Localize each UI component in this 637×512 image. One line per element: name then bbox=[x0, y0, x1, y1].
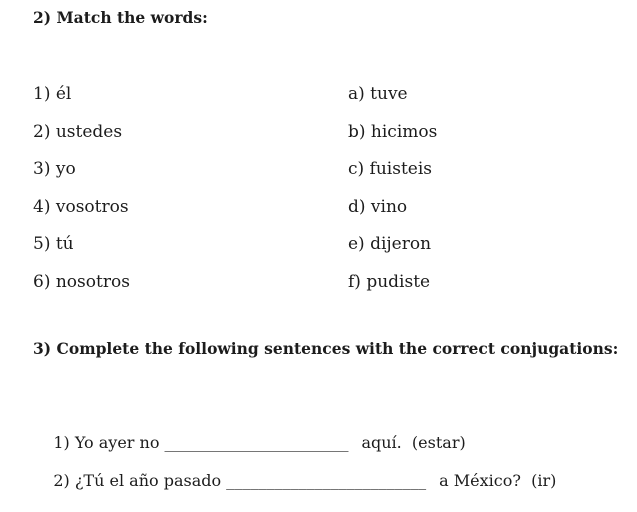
match-item-pronoun: 5) tú bbox=[33, 234, 74, 255]
match-item-verb: f) pudiste bbox=[348, 271, 431, 292]
match-item-pronoun: 1) él bbox=[33, 84, 72, 104]
match-item-verb: d) vino bbox=[348, 196, 408, 217]
fill-section-heading: 3) Complete the following sentences with the correct conjugations: bbox=[33, 339, 619, 358]
match-item-verb: c) fuisteis bbox=[348, 159, 433, 180]
match-section-heading: 2) Match the words: bbox=[33, 8, 208, 27]
sentence-suffix: a México? (ir) bbox=[439, 471, 557, 490]
sentence-prefix: 2) ¿Tú el año pasado bbox=[53, 471, 222, 490]
match-item-pronoun: 4) vosotros bbox=[33, 196, 129, 217]
match-item-verb: b) hicimos bbox=[348, 121, 438, 142]
match-item-pronoun: 2) ustedes bbox=[33, 121, 123, 142]
match-item-pronoun: 6) nosotros bbox=[33, 271, 130, 292]
match-right-column bbox=[348, 85, 437, 311]
answer-blank: _______________________ bbox=[164, 433, 349, 452]
match-item-pronoun: 3) yo bbox=[33, 159, 76, 180]
match-left-column bbox=[33, 85, 130, 311]
answer-blank: _________________________ bbox=[226, 471, 427, 490]
sentence-suffix: aquí. (estar) bbox=[361, 433, 466, 452]
match-item-verb: e) dijeron bbox=[348, 234, 432, 255]
sentence-prefix: 1) Yo ayer no bbox=[53, 433, 160, 452]
match-item-verb: a) tuve bbox=[348, 84, 408, 104]
fill-sentence bbox=[33, 449, 556, 512]
